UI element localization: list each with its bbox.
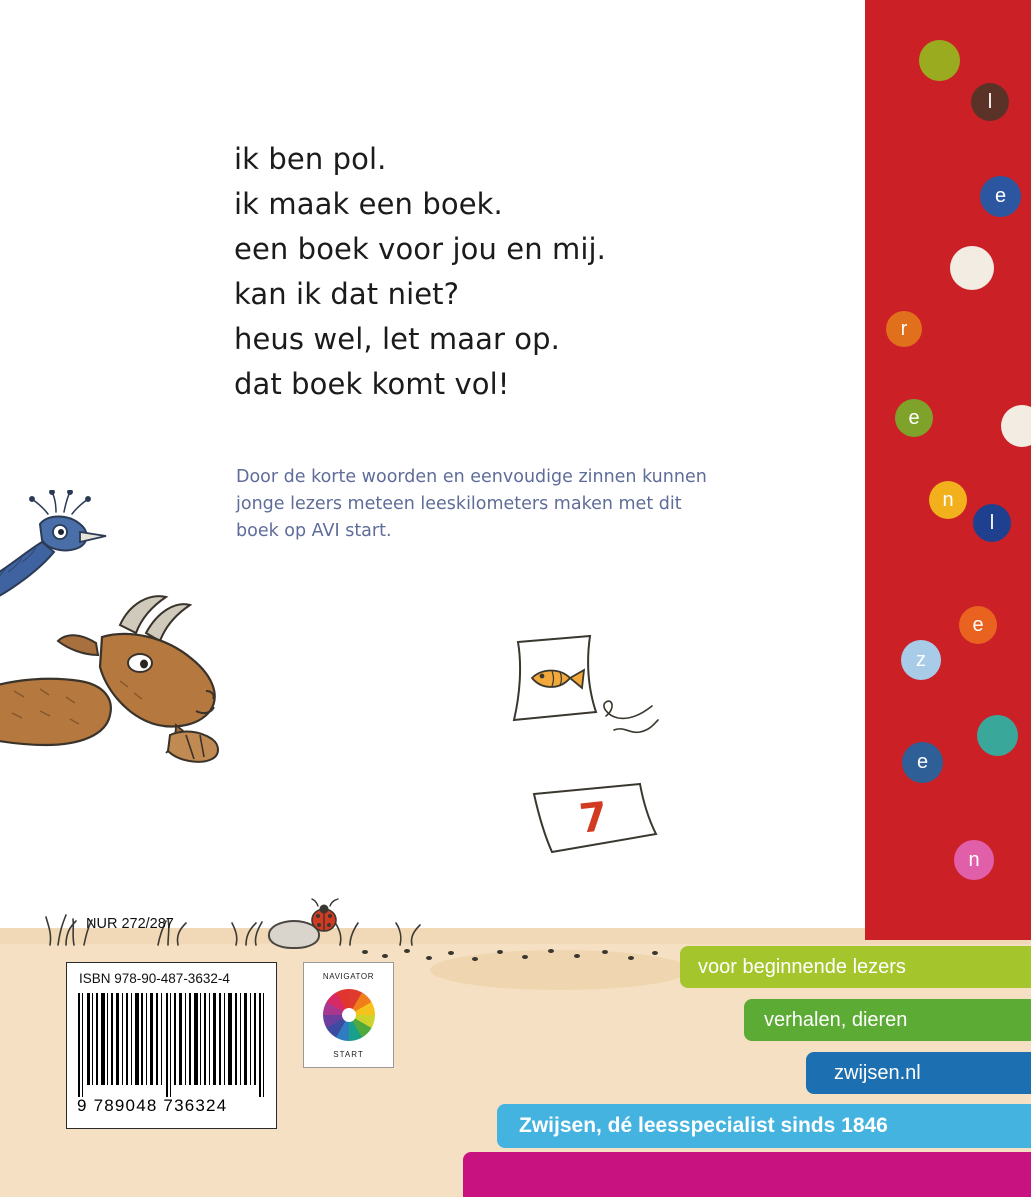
tab-magenta-band [463, 1152, 1031, 1197]
spine-dot [919, 40, 960, 81]
poem-line-4: kan ik dat niet? [234, 277, 460, 311]
barcode-bars [78, 993, 266, 1097]
ean-digits: 9 789048 736324 [77, 1096, 228, 1115]
spine-dot [959, 606, 997, 644]
spine-dot-letter: e [916, 751, 929, 773]
tab-target-audience [680, 946, 1031, 988]
isbn-text: ISBN 978-90-487-3632-4 [79, 971, 230, 986]
spine-dot-letter: n [968, 848, 980, 871]
tab-genre-label: verhalen, dieren [764, 1008, 908, 1031]
paper-scrap-fish [494, 630, 674, 760]
poem-line-1: ik ben pol. [234, 142, 387, 176]
spine-dot [1001, 405, 1031, 447]
spine-dot-letter: e [908, 406, 920, 429]
tab-website[interactable] [806, 1052, 1031, 1094]
isbn-barcode [66, 962, 277, 1129]
spine-dot [977, 715, 1018, 756]
tab-publisher-tagline [497, 1104, 1031, 1148]
spine-dot [973, 504, 1011, 542]
poem-line-3: een boek voor jou en mij. [234, 232, 606, 266]
tab-genre [744, 999, 1031, 1041]
spine-dot-letter: e [994, 185, 1007, 207]
poem-line-2: ik maak een boek. [234, 187, 503, 221]
color-wheel-icon [323, 989, 375, 1041]
goat-illustration [0, 585, 290, 785]
spine-dot-letter: z [916, 648, 926, 671]
spine-dot [971, 83, 1009, 121]
paper-scrap-seven [528, 776, 668, 868]
spine-dot [950, 246, 994, 290]
ant-trail-illustration [355, 940, 695, 980]
book-blurb: Door de korte woorden en eenvoudige zinnen kunnen jonge lezers meteen leeskilometers maken met dit boek op AVI start. [236, 467, 707, 541]
navigator-start-logo [303, 962, 394, 1068]
nur-code: NUR 272/287 [86, 916, 174, 932]
spine-dot [901, 640, 941, 680]
spine-dot [980, 176, 1021, 217]
spine-dot [929, 481, 967, 519]
poem-text [234, 137, 794, 407]
spine-dot-letter: e [972, 613, 984, 636]
spine-dot-letter: l [987, 90, 993, 113]
navigator-subtitle: START [333, 1050, 364, 1059]
spine-dot-letter: l [989, 511, 995, 534]
spine-dot [895, 399, 933, 437]
spine-dot [954, 840, 994, 880]
spine-dot-letter: n [942, 488, 954, 511]
spine-dot [886, 311, 922, 347]
tab-publisher-tagline-label: Zwijsen, dé leesspecialist sinds 1846 [519, 1114, 888, 1137]
navigator-title: NAVIGATOR [322, 972, 375, 981]
spine-band [865, 0, 1031, 940]
spine-dot-letter: r [900, 317, 908, 340]
poem-line-6: dat boek komt vol! [234, 367, 510, 401]
tab-target-audience-label: voor beginnende lezers [698, 955, 906, 978]
svg-text:7: 7 [577, 794, 610, 843]
ladybug-illustration [304, 898, 348, 942]
spine-dot [902, 742, 943, 783]
poem-line-5: heus wel, let maar op. [234, 322, 560, 356]
tab-website-label: zwijsen.nl [834, 1061, 921, 1084]
